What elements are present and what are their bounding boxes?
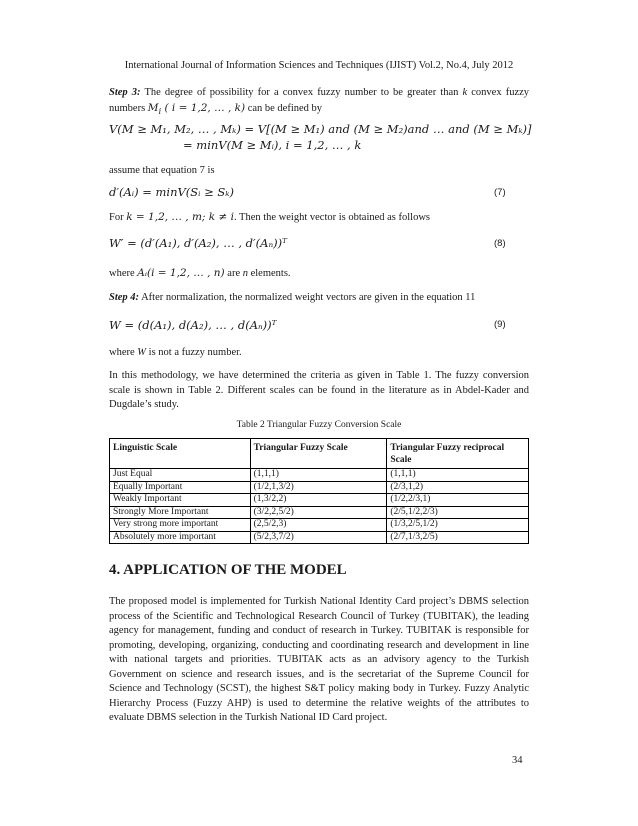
step3-text2: convex fuzzy numbers bbox=[109, 87, 530, 114]
step3-text1: The degree of possibility for a convex fuzzy number to be greater than bbox=[140, 87, 463, 98]
table-row bbox=[110, 469, 529, 482]
step3-mi-sub: i bbox=[158, 106, 162, 116]
table-cell: (1/2,1,3/2) bbox=[250, 481, 387, 494]
table-cell: Equally Important bbox=[110, 481, 251, 494]
where-n: n bbox=[242, 268, 248, 279]
for-math: k = 1,2, … , m; k ≠ i bbox=[126, 211, 234, 223]
table-cell: Weakly Important bbox=[110, 494, 251, 507]
equation-8-number: (8) bbox=[494, 238, 506, 249]
table-row bbox=[110, 481, 529, 494]
for-line bbox=[109, 210, 529, 226]
fuzzy-conversion-table bbox=[109, 438, 529, 544]
table-cell: (1,1,1) bbox=[250, 469, 387, 482]
where-mid: are bbox=[224, 268, 243, 279]
application-paragraph: The proposed model is implemented for Turkish National Identity Card project’s DBMS selection process of the Scientific and Technological Research Council of Turkey (TUBITAK), the leading agency for management, funding and conduct of research in Turkey. TUBITAK is responsible for promoting, developing, organizing, conducting and coordinating research and development in line with national targets and priorities. TUBITAK acts as an advisory agency to the Turkish Government on science and research issues, and is the secretariat of the Supreme Council for Science and Technology (SCST), the highest S&T policy making body in Turkey. Fuzzy Analytic Hierarchy Process (Fuzzy AHP) is used to determine the relative weights of the attributes to evaluate DBMS selection in the Turkish National ID Card project. bbox=[109, 596, 529, 723]
table-cell: Absolutely more important bbox=[110, 531, 251, 544]
step4-paragraph bbox=[109, 291, 529, 306]
table-cell: (2/5,1/2,2/3) bbox=[387, 506, 529, 519]
step3-mi: M bbox=[147, 101, 159, 114]
equation-8: W′ = (d′(A₁), d′(A₂), … , d′(Aₙ))ᵀ bbox=[109, 236, 287, 250]
table-cell: Just Equal bbox=[110, 469, 251, 482]
where-w-suffix: is not a fuzzy number. bbox=[146, 347, 242, 358]
where-suffix: elements. bbox=[247, 268, 291, 279]
table-header-cell: Triangular Fuzzy reciprocal Scale bbox=[387, 439, 529, 469]
table-row bbox=[110, 494, 529, 507]
table-caption: Table 2 Triangular Fuzzy Conversion Scale bbox=[236, 420, 402, 430]
equation-9: W = (d(A₁), d(A₂), … , d(Aₙ))ᵀ bbox=[109, 318, 277, 332]
journal-header: International Journal of Information Sciences and Techniques (IJIST) Vol.2, No.4, July 2012 bbox=[124, 60, 514, 71]
where-w-prefix: where bbox=[109, 347, 138, 358]
section-heading: 4. APPLICATION OF THE MODEL bbox=[109, 562, 347, 578]
step3-k: k bbox=[462, 87, 468, 98]
table-cell: (1/2,2/3,1) bbox=[387, 494, 529, 507]
step3-mi-range: ( i = 1,2, … , k) bbox=[161, 101, 246, 114]
table-header-row bbox=[110, 439, 529, 469]
table-cell: (2,5/2,3) bbox=[250, 519, 387, 532]
table-cell: Strongly More Important bbox=[110, 506, 251, 519]
where-math: Aᵢ(i = 1,2, … , n) bbox=[137, 267, 225, 279]
page-number: 34 bbox=[512, 755, 523, 766]
equation-9-number: (9) bbox=[494, 319, 506, 330]
step3-label: Step 3: bbox=[109, 87, 141, 98]
table-cell: (1,1,1) bbox=[387, 469, 529, 482]
table-header-cell: Triangular Fuzzy Scale bbox=[250, 439, 387, 469]
where-w-symbol: W bbox=[137, 347, 147, 358]
for-prefix: For bbox=[109, 212, 127, 223]
table-cell: (1,3/2,2) bbox=[250, 494, 387, 507]
table-cell: (1/3,2/5,1/2) bbox=[387, 519, 529, 532]
table-row bbox=[110, 506, 529, 519]
table-cell: (5/2,3,7/2) bbox=[250, 531, 387, 544]
methodology-paragraph: In this methodology, we have determined the criteria as given in Table 1. The fuzzy conversion scale is shown in Table 2. Different scales can be found in the literature as in Abdel-Kader and Dugdale’s study. bbox=[109, 370, 529, 410]
equation-7-number: (7) bbox=[494, 187, 506, 198]
where-w-line bbox=[109, 346, 529, 361]
table-cell: (2/7,1/3,2/5) bbox=[387, 531, 529, 544]
where-line bbox=[109, 266, 529, 282]
assume-text: assume that equation 7 is bbox=[109, 165, 215, 176]
where-prefix: where bbox=[109, 268, 138, 279]
equation-v-line1: V(M ≥ M₁, M₂, … , Mₖ) = V[(M ≥ M₁) and (M ≥ M₂)and … and (M ≥ Mₖ)] bbox=[109, 122, 532, 136]
table-row bbox=[110, 519, 529, 532]
table-header-cell: Linguistic Scale bbox=[110, 439, 251, 469]
table-cell: (3/2,2,5/2) bbox=[250, 506, 387, 519]
table-cell: (2/3,1,2) bbox=[387, 481, 529, 494]
equation-7: d′(Aᵢ) = minV(Sᵢ ≥ Sₖ) bbox=[109, 185, 234, 199]
table-row bbox=[110, 531, 529, 544]
step3-paragraph bbox=[109, 86, 529, 119]
step4-text: After normalization, the normalized weight vectors are given in the equation 11 bbox=[139, 292, 476, 303]
step3-text3: can be defined by bbox=[245, 102, 323, 114]
table-cell: Very strong more important bbox=[110, 519, 251, 532]
step4-label: Step 4: bbox=[109, 292, 140, 303]
for-suffix: . Then the weight vector is obtained as follows bbox=[233, 212, 431, 223]
equation-v-line2: = minV(M ≥ Mᵢ), i = 1,2, … , k bbox=[183, 138, 362, 152]
